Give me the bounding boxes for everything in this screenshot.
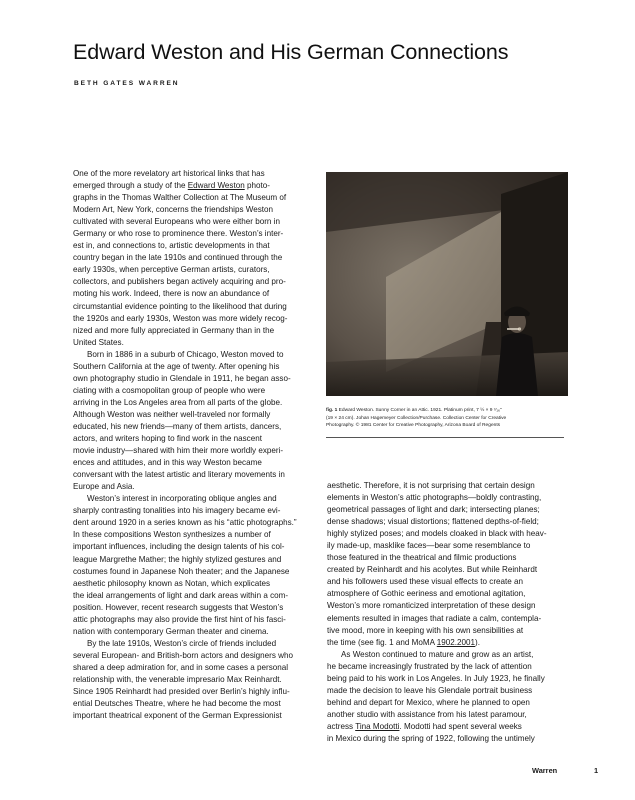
text-line: in Mexico during the spring of 1922, following the untimely	[327, 733, 535, 743]
text-line: As Weston continued to mature and grow as an artist,	[341, 649, 534, 659]
inline-link[interactable]: Tina Modotti	[355, 721, 400, 731]
text-line: ciating with a cosmopolitan group of people who were	[73, 385, 266, 395]
text-line: league Margrethe Mather; the highly stylized gestures and	[73, 554, 282, 564]
figure-caption	[326, 407, 572, 430]
text-line: country began in the late 1910s and continued through the	[73, 253, 283, 263]
left-text-column	[73, 168, 317, 722]
text-line: highly stylized poses; and models cloaked in black with heav-	[327, 529, 547, 539]
text-line: By the late 1910s, Weston’s circle of friends included	[87, 638, 277, 648]
caption-divider	[326, 437, 564, 438]
text-line: cultivated with several Europeans who were either born in	[73, 217, 280, 227]
text-line: early 1930s, when perceptive German artists, curators,	[73, 265, 270, 275]
text-line: costumes found in Japanese Noh theater; and the Japanese	[73, 566, 290, 576]
article-title: Edward Weston and His German Connections	[73, 40, 509, 64]
text-line: Modern Art, New York, concerns the friendships Weston	[73, 205, 274, 215]
text-line: own photography studio in Glendale in 1911, he began asso-	[73, 373, 291, 383]
text-line: Germany or who rose to prominence there. Weston’s inter-	[73, 229, 284, 239]
sunny-corner-in-an-attic-image	[326, 172, 568, 396]
inline-link[interactable]: 1902.2001	[436, 637, 476, 647]
text-line: several European- and British-born actors and designers who	[73, 650, 294, 660]
text-line: movie industry—shared with him their more worldly experi-	[73, 446, 284, 456]
text-line: Although Weston was neither well-traveled nor formally	[73, 409, 271, 419]
page-number: 1	[594, 766, 599, 775]
text-line: Southern California at the age of twenty. After opening his	[73, 361, 280, 371]
text-line: Weston’s interest in incorporating oblique angles and	[87, 494, 277, 504]
inline-link[interactable]: Edward Weston	[187, 181, 245, 191]
text-line: made the decision to leave his Glendale portrait business	[327, 685, 533, 695]
author-byline: BETH GATES WARREN	[74, 80, 180, 87]
text-line: and his followers used these visual effects to create an	[327, 577, 524, 587]
text-line: important influences, including the design talents of his col-	[73, 542, 285, 552]
text-line: educated, his new friends—many of them artists, dancers,	[73, 421, 282, 431]
text-line: geometrical passages of light and dark; intersecting planes;	[327, 505, 540, 515]
right-text-column	[327, 480, 571, 745]
text-line: actress Tina Modotti. Modotti had spent several weeks	[327, 721, 522, 731]
figure-label: fig. 1	[326, 408, 338, 413]
text-line: Europe and Asia.	[73, 482, 135, 492]
figure-photograph	[326, 172, 568, 396]
text-line: another studio with assistance from his latest paramour,	[327, 709, 527, 719]
text-line: he became increasingly frustrated by the lack of attention	[327, 661, 532, 671]
text-line: dense shadows; visual distortions; flattened depths-of-field;	[327, 517, 539, 527]
text-line: nized and more fully appreciated in Germany than in the	[73, 325, 275, 335]
text-line: those featured in the theatrical and filmic productions	[327, 553, 517, 563]
text-line: important theatrical exponent of the German Expressionist	[73, 711, 282, 721]
text-line: aesthetic philosophy known as Notan, which explicates	[73, 578, 271, 588]
caption-line-1: Edward Weston. Sunny Corner in an Attic. 1921. Platinum print, 7 ½ × 9 ⁷⁄₁₆"	[337, 408, 502, 413]
text-line: sharply contrasting tonalities into his imagery became evi-	[73, 506, 281, 516]
text-line: circumstantial evidence pointing to the likelihood that during	[73, 301, 287, 311]
text-line: est in, and connections to, artistic developments in that	[73, 241, 270, 251]
text-line: graphs in the Thomas Walther Collection at The Museum of	[73, 193, 287, 203]
text-line: ential Deutsches Theatre, where he had become the most	[73, 699, 281, 709]
text-line: being paid to his work in Los Angeles. In July 1923, he finally	[327, 673, 545, 683]
text-line: ily made-up, masklike faces—bear some resemblance to	[327, 541, 531, 551]
text-line: attic photographs may also provide the first hint of his fasci-	[73, 614, 286, 624]
text-line: moting his work. Indeed, there is now an abundance of	[73, 289, 270, 299]
text-line: actors, and writers hoping to find work in the nascent	[73, 434, 262, 444]
text-line: arriving in the Los Angeles area from all parts of the globe.	[73, 397, 283, 407]
text-line: the 1920s and early 1930s, Weston was more widely recog-	[73, 313, 288, 323]
caption-line-3: Photography. © 1981 Center for Creative Photography, Arizona Board of Regents	[326, 423, 501, 429]
text-line: Born in 1886 in a suburb of Chicago, Weston moved to	[87, 349, 284, 359]
text-line: conversant with the latest artistic and literary movements in	[73, 470, 285, 480]
text-line: In these compositions Weston synthesizes a number of	[73, 530, 271, 540]
text-line: nation with contemporary German theater and cinema.	[73, 626, 269, 636]
text-line: position. However, recent research suggests that Weston’s	[73, 602, 284, 612]
text-line: United States.	[73, 337, 124, 347]
text-line: One of the more revelatory art historical links that has	[73, 169, 265, 178]
text-line: relationship with, the venerable impresario Max Reinhardt.	[73, 674, 282, 684]
caption-line-2: (19 × 24 cm). Johan Hagemeyer Collection/Purchase. Collection Center for Creative	[326, 415, 507, 421]
text-line: created by Reinhardt and his acolytes. But while Reinhardt	[327, 565, 538, 575]
text-line: ences and attitudes, and in this way Weston became	[73, 458, 262, 468]
text-line: elements resulted in images that radiate a calm, contempla-	[327, 613, 542, 623]
running-head: Warren	[532, 766, 558, 775]
text-line: tive mood, more in keeping with his own sensibilities at	[327, 625, 524, 635]
text-line: behind and depart for Mexico, where he planned to open	[327, 697, 530, 707]
text-line: Since 1905 Reinhardt had presided over Berlin’s highly influ-	[73, 687, 290, 697]
text-line: the time (see fig. 1 and MoMA 1902.2001).	[327, 637, 480, 647]
text-line: collectors, and publishers began actively acquiring and pro-	[73, 277, 286, 287]
text-line: dent around 1920 in a series known as his “attic photographs.”	[73, 518, 297, 528]
text-line: elements in Weston’s attic photographs—boldly contrasting,	[327, 493, 542, 503]
text-line: shared a deep admiration for, and in some cases a personal	[73, 662, 289, 672]
text-line: atmosphere of Gothic eeriness and emotional agitation,	[327, 589, 526, 599]
text-line: aesthetic. Therefore, it is not surprising that certain design	[327, 481, 535, 490]
text-line: Weston’s more romanticized interpretation of these design	[327, 601, 536, 611]
text-line: emerged through a study of the Edward Weston photo-	[73, 181, 270, 191]
text-line: the ideal arrangements of light and dark areas within a com-	[73, 590, 289, 600]
